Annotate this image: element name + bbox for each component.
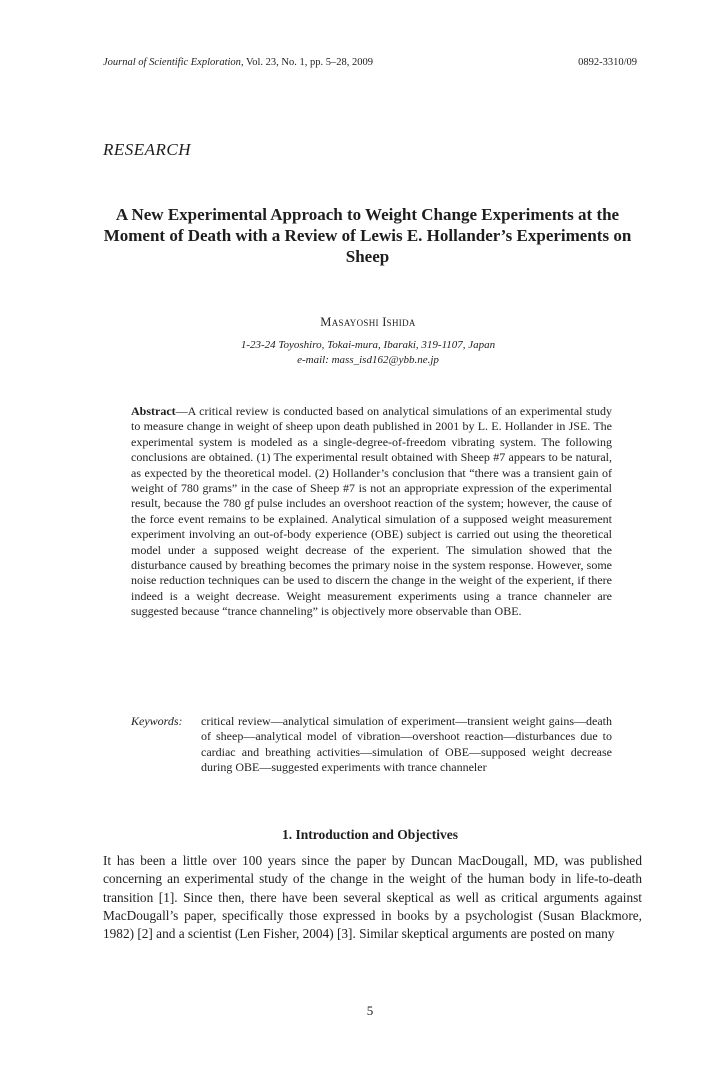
journal-citation: , Vol. 23, No. 1, pp. 5–28, 2009	[240, 57, 373, 68]
author-email: e-mail: mass_isd162@ybb.ne.jp	[297, 354, 439, 366]
body-paragraph: It has been a little over 100 years since the paper by Duncan MacDougall, MD, was published concerning an experimental study of the change in the weight of the human body in life-to-death transition [1]. Since then, there have been several skeptical as well as critical arguments against MacDougall’s paper, specifically those expressed in books by a psychologist (Susan Blackmore, 1982) [2] and a scientist (Len Fisher, 2004) [3]. Similar skeptical arguments are posted on many	[103, 853, 642, 942]
author-address: 1-23-24 Toyoshiro, Tokai-mura, Ibaraki, 319-1107, Japan	[240, 339, 496, 351]
journal-name: Journal of Scientific Exploration	[103, 57, 241, 68]
paper-title: A New Experimental Approach to Weight Change Experiments at the Moment of Death with a Review of Lewis E. Hollander’s Experiments on Sheep	[103, 205, 632, 266]
abstract	[131, 404, 612, 620]
abstract-label: Abstract	[131, 404, 176, 418]
abstract-text: —A critical review is conducted based on analytical simulations of an experimental study to measure change in weight of sheep upon death published in 2001 by L. E. Hollander in JSE. The experimental system is modeled as a single-degree-of-freedom vibrating system. The following conclusions are obtained. (1) The experimental result obtained with Sheep #7 appears to be natural, as expected by the theoretical model. (2) Hollander’s conclusion that “there was a transient gain of weight of 780 grams” in the case of Sheep #7 is not an appropriate expression of the experimental result, because the 780 gf pulse includes an overshoot reaction of the system; however, the cause of the force event remains to be explained. Analytical simulation of a supposed weight measurement experiment involving an out-of-body experience (OBE) subject is carried out using the theoretical model under a supposed weight decrease of the experient. The simulation showed that the disturbance caused by breathing becomes the primary noise in the system response. However, some noise reduction techniques can be used to discern the change in the weight of the experient, if there indeed is a weight decrease. Weight measurement experiments using a trance channeler are suggested because “trance channeling” is objectively more observable than OBE.	[131, 404, 612, 619]
section-label: RESEARCH	[103, 140, 192, 159]
issn: 0892-3310/09	[578, 57, 637, 68]
author-name: Masayoshi Ishida	[320, 315, 416, 329]
keywords-label: Keywords:	[131, 714, 183, 728]
page-number: 5	[366, 1003, 374, 1018]
keywords-text: critical review—analytical simulation of experiment—transient weight gains—death of sheep—analytical model of vibration—overshoot reaction—disturbances due to cardiac and breathing activities—simulation of OBE—supposed weight decrease during OBE—suggested experiments with trance channeler	[201, 714, 612, 775]
section-heading: 1. Introduction and Objectives	[281, 827, 458, 842]
author-affiliation	[0, 338, 720, 368]
running-header	[103, 57, 373, 68]
